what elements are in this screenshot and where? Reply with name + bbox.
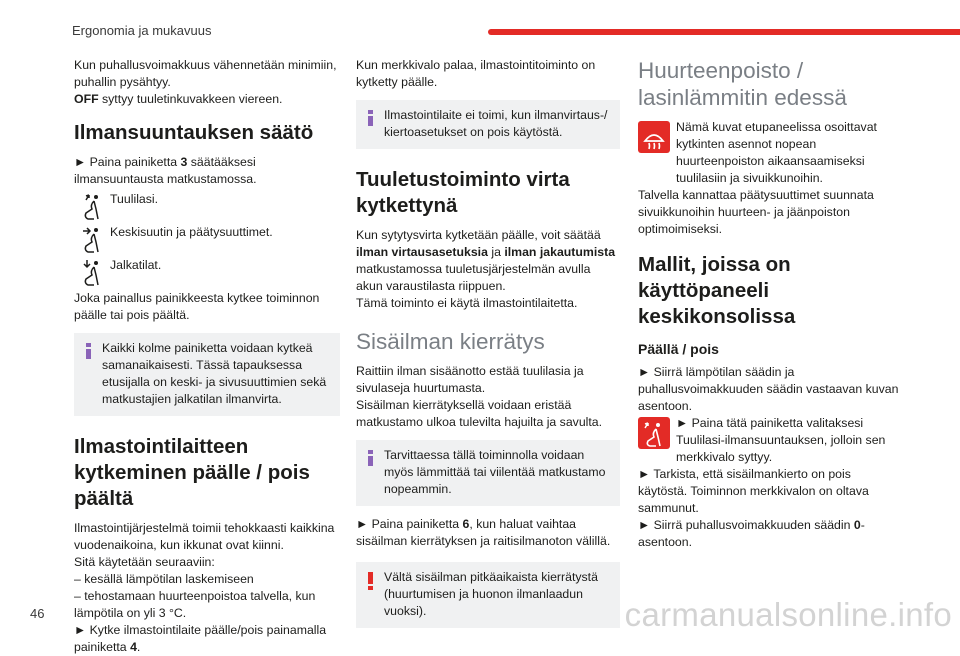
icon-item-label: Keskisuutin ja päätysuuttimet. [110,225,273,239]
ac-usage-item: – kesällä lämpötilan laskemiseen [74,572,254,586]
step-check-recirculation: ► Tarkista, että sisäilmankierto on pois käytöstä. Toiminnon merkkivalon on oltava sammunut. [638,467,869,515]
icon-item-label: Jalkatilat. [110,258,162,272]
column-left [74,57,340,656]
intro-text: Kun puhallusvoimakkuus vähennetään minimiin, puhallin pysähtyy. [74,58,337,89]
front-defrost-icon [638,121,670,153]
info-note [74,333,340,416]
ventilation-body: Kun sytytysvirta kytketään päälle, voit säätää ilman virtausasetuksia ja ilman jakautumista matkustamossa tuuletusjärjestelmän avulla akun varaustilasta riippuen. [356,228,616,293]
ac-usage-intro: Sitä käytetään seuraaviin: [74,555,215,569]
step-move-controls: ► Siirrä lämpötilan säädin ja puhallusvoimakkuuden säädin vastaavan kuvan asentoon. [638,365,899,413]
step-recirculation: ► Paina painiketta 6, kun haluat vaihtaa sisäilman kierrätyksen ja raitisilmanoton välillä. [356,517,611,548]
windshield-button-section [638,415,900,466]
column-right [638,57,900,551]
icon-item-center-side [74,224,340,254]
indicator-text: Kun merkkivalo palaa, ilmastointitoiminto on kytketty päälle. [356,58,596,89]
ac-body-text: Ilmastointijärjestelmä toimii tehokkaasti kaikkina vuodenaikoina, kun ikkunat ovat kiinni. [74,521,335,552]
heading-ventilation-ignition: Tuuletustoiminto virta kytkettynä [356,168,570,217]
defrost-text: Nämä kuvat etupaneelissa osoittavat kytkinten asennot nopean huurteenpoiston aikaansaamiseksi tuulilasiin ja sivuikkunoihin. [676,120,877,185]
heading-recirculation: Sisäilman kierrätys [356,329,545,354]
windshield-airflow-icon [80,191,104,226]
heading-center-console-models: Mallit, joissa on käyttöpaneeli keskikonsolissa [638,253,796,328]
column-middle [356,57,620,638]
icon-item-footwell [74,257,340,287]
header-accent-bar [488,29,960,35]
info-icon [86,343,91,359]
icon-item-windshield [74,191,340,221]
step-air-distribution: ► Paina painiketta 3 säätääksesi ilmansuuntausta matkustamossa. [74,155,257,186]
info-icon [368,450,373,466]
toggle-text: Joka painallus painikkeesta kytkee toiminnon päälle tai pois päältä. [74,291,320,322]
section-title: Ergonomia ja mukavuus [72,23,212,38]
heading-air-distribution: Ilmansuuntauksen säätö [74,121,314,144]
ventilation-note: Tämä toiminto ei käytä ilmastointilaitetta. [356,296,578,310]
page-number: 46 [30,606,45,621]
heading-defrost: Huurteenpoisto / lasinlämmitin edessä [638,58,847,110]
off-indicator-text: OFF syttyy tuuletinkuvakkeen viereen. [74,92,283,106]
center-side-vents-airflow-icon [80,224,104,259]
step-ac-toggle: ► Kytke ilmastointilaite päälle/pois painamalla painiketta 4. [74,623,327,654]
warning-note [356,562,620,628]
info-note-text: Tarvittaessa tällä toiminnolla voidaan myös lämmittää tai viilentää matkustamo nopeammin. [384,448,606,496]
info-note [356,440,620,506]
recirculation-text: Sisäilman kierrätyksellä voidaan eristää matkustamo ulkoa tulevilta hajuilta ja savulta. [356,398,603,429]
defrost-section [638,119,900,187]
windshield-airflow-button-icon [638,417,670,449]
warning-note-text: Vältä sisäilman pitkäaikaista kierrätystä (huurtumisen ja huonon ilmanlaadun vuoksi). [384,570,598,618]
step-press-windshield: ► Paina tätä painiketta valitaksesi Tuulilasi-ilmansuuntauksen, jolloin sen merkkivalo syttyy. [676,416,886,464]
watermark: carmanualsonline.info [624,596,952,633]
defrost-winter-tip: Talvella kannattaa päätysuuttimet suunnata sivuikkunoihin huurteen- ja jäänpoiston optimoimiseksi. [638,188,874,236]
heading-ac-on-off: Ilmastointilaitteen kytkeminen päälle / pois päältä [74,435,310,510]
footwell-airflow-icon [80,257,104,292]
ac-usage-item: – tehostamaan huurteenpoistoa talvella, kun lämpötila on yli 3 °C. [74,589,316,620]
warning-icon [368,572,373,590]
info-note-text: Ilmastointilaite ei toimi, kun ilmanvirtaus-/ kiertoasetukset on pois käytöstä. [384,108,608,139]
info-note [356,100,620,149]
info-note-text: Kaikki kolme painiketta voidaan kytkeä samanaikaisesti. Tässä tapauksessa etusijalla on keski- ja sivusuuttimien sekä matkustajien jalkatilan ilmanvirta. [102,341,327,406]
subheading-on-off: Päällä / pois [638,341,719,357]
info-icon [368,110,373,126]
recirculation-text: Raittiin ilman sisäänotto estää tuulilasia ja sivulaseja huurtumasta. [356,364,584,395]
step-blower-zero: ► Siirrä puhallusvoimakkuuden säädin 0-asentoon. [638,518,865,549]
icon-item-label: Tuulilasi. [110,192,159,206]
